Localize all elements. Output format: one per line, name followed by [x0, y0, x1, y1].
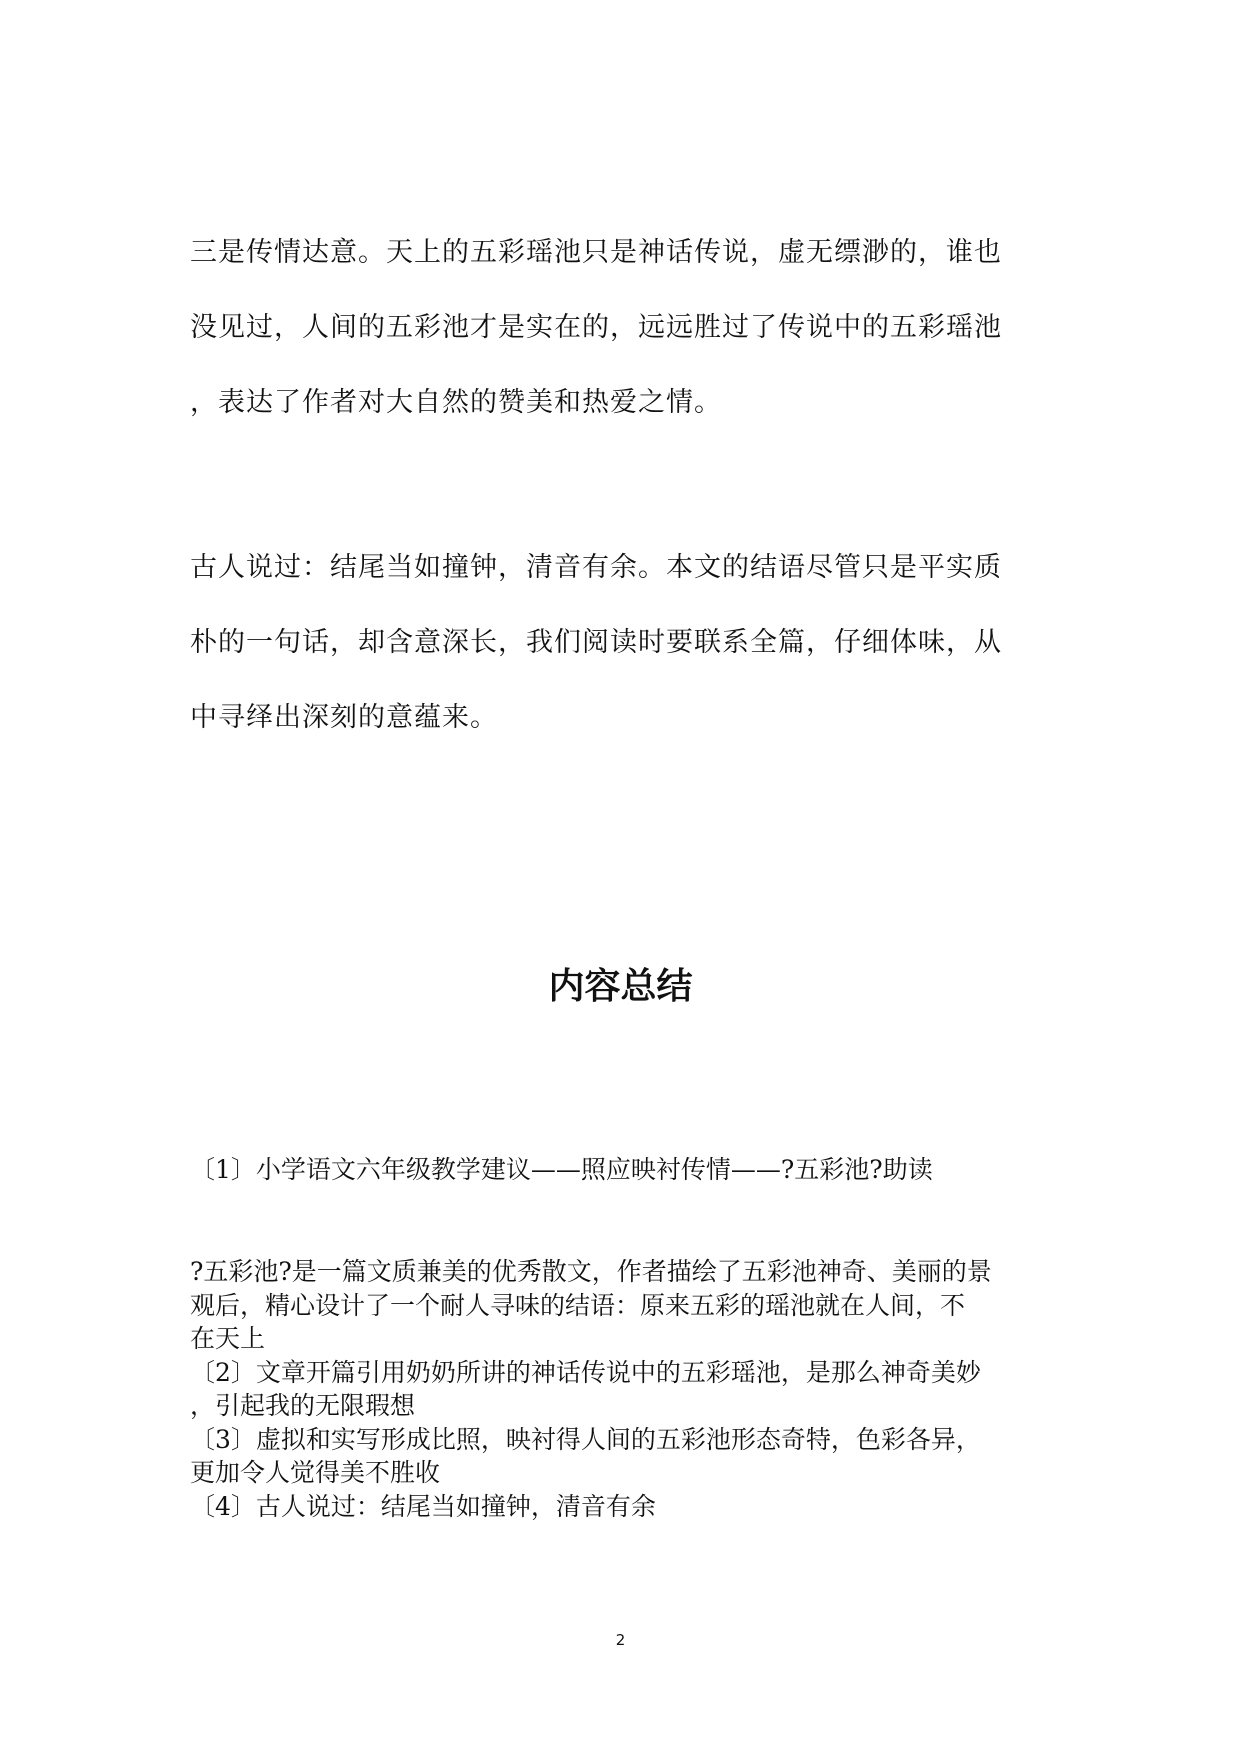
page-number: 2 — [615, 1631, 626, 1649]
summary-item-line: ?五彩池?是一篇文质兼美的优秀散文，作者描绘了五彩池神奇、美丽的景 — [190, 1257, 992, 1286]
body-paragraph-1 — [190, 215, 1070, 440]
summary-item — [190, 1255, 1070, 1356]
summary-item — [190, 1356, 1070, 1423]
summary-item-line: ，引起我的无限瑕想 — [190, 1391, 416, 1420]
summary-item-line: 更加令人觉得美不胜收 — [190, 1458, 441, 1487]
summary-item-line: 观后，精心设计了一个耐人寻味的结语：原来五彩的瑶池就在人间，不 — [190, 1290, 966, 1320]
summary-heading: 〔1〕小学语文六年级教学建议——照应映衬传情——?五彩池?助读 — [190, 1155, 933, 1184]
summary-item-line: 〔2〕文章开篇引用奶奶所讲的神话传说中的五彩瑶池，是那么神奇美妙 — [190, 1357, 981, 1387]
summary-item — [190, 1490, 1070, 1524]
paragraph-line: 中寻绎出深刻的意蕴来。 — [190, 702, 498, 733]
summary-list — [190, 1255, 1070, 1523]
paragraph-line: 三是传情达意。天上的五彩瑶池只是神话传说，虚无缥渺的，谁也 — [190, 237, 1002, 268]
paragraph-line: 朴的一句话，却含意深长，我们阅读时要联系全篇，仔细体味，从 — [190, 627, 1002, 658]
summary-item-line: 在天上 — [190, 1324, 266, 1353]
summary-item-line: 〔4〕古人说过：结尾当如撞钟，清音有余 — [190, 1491, 656, 1521]
summary-item-line: 〔3〕虚拟和实写形成比照，映衬得人间的五彩池形态奇特，色彩各异， — [190, 1424, 981, 1454]
summary-item — [190, 1423, 1070, 1490]
paragraph-line: ，表达了作者对大自然的赞美和热爱之情。 — [190, 387, 722, 418]
summary-title: 内容总结 — [548, 966, 693, 1007]
paragraph-line: 没见过，人间的五彩池才是实在的，远远胜过了传说中的五彩瑶池 — [190, 312, 1002, 343]
paragraph-line: 古人说过：结尾当如撞钟，清音有余。本文的结语尽管只是平实质 — [190, 552, 1002, 583]
body-paragraph-2 — [190, 530, 1070, 755]
